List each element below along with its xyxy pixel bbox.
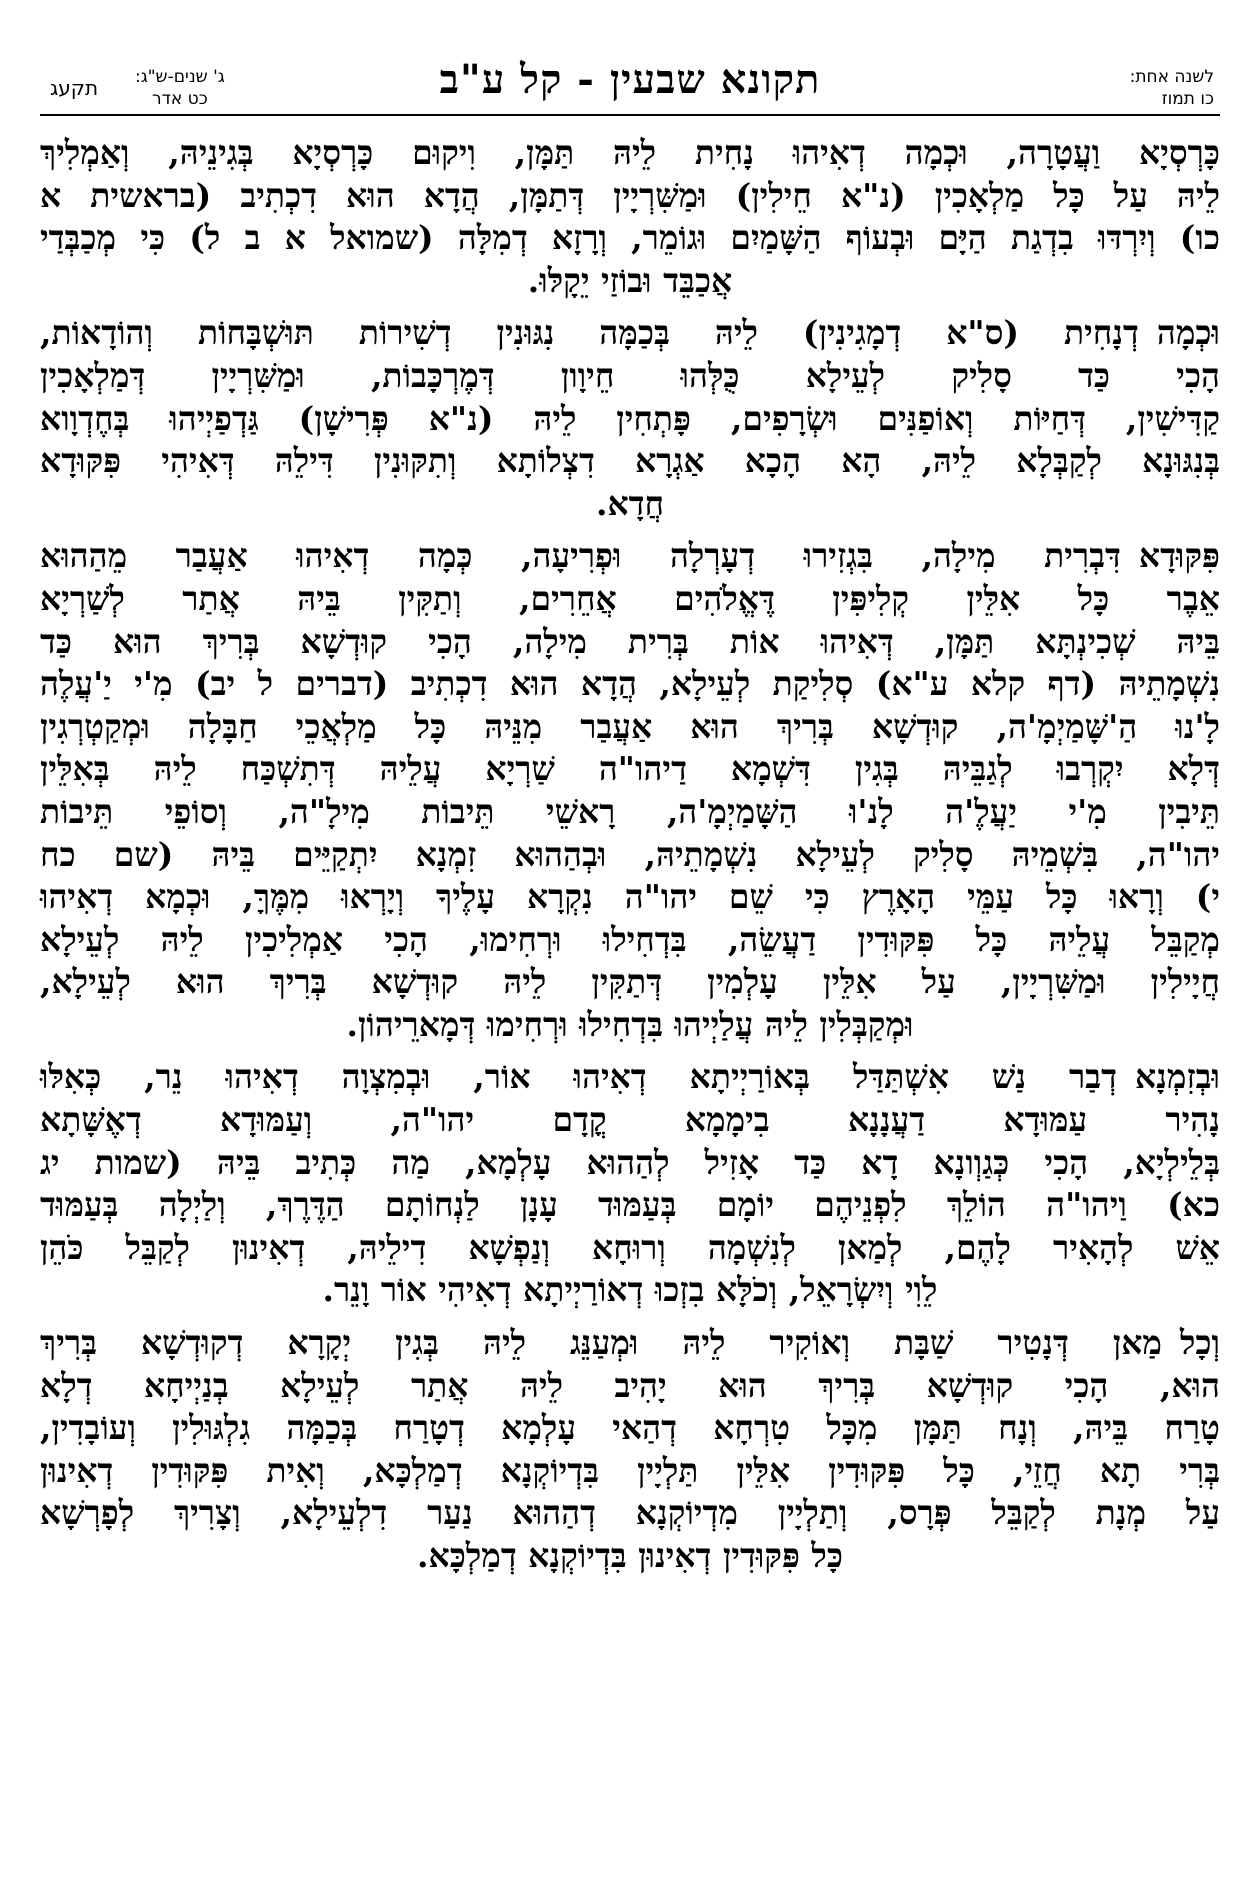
text-line: טָרַח בֵּיהּ, וְנָח תַּמָּן מִכָּל טִרְחָא דְהַאי עָלְמָא דְטָרַח בְּכַמָּה גִלְגּוּלִין וְעוֹבָדִין,	[40, 1408, 1220, 1448]
page-title: תקונא שבעין - קל ע"ב	[439, 56, 821, 103]
text-line: אֲכַבֵּד וּבוֹזַי יֵקָלּוּ.	[527, 260, 733, 300]
calendar-three-years	[135, 66, 225, 110]
paragraph-lead-word: פִּקּוּדָא	[1138, 536, 1220, 576]
text-line: מְקַבֵּל עֲלֵיהּ כָּל פִּקּוּדִין דַעֲשֵׂה, בִּדְחִילוּ וּרְחִימוּ, הָכִי אַמְלִיכִין לֵיהּ לְעֵילָא	[40, 919, 1220, 959]
text-line-content: דְבַר נַשׁ אִשְׁתַּדַּל בְּאוֹרַיְיתָא דְאִיהוּ אוֹר, וּבְמִצְוָה דְאִיהוּ נֵר, כְּאִלּוּ	[40, 1057, 1117, 1097]
paragraph	[40, 535, 1220, 1046]
paragraph	[40, 312, 1220, 525]
paragraph	[40, 1322, 1220, 1578]
text-line: הוּא, הָכִי קוּדְשָׁא בְּרִיךְ הוּא יָהִיב לֵיהּ אֲתַר לְעֵילָא בְנַיְיחָא דְלָא	[40, 1365, 1220, 1405]
text-line	[40, 1056, 1220, 1099]
text-line	[40, 1322, 1220, 1365]
text-line: כָּל פִּקּוּדִין דְאִינוּן בִּדְיוֹקְנָא דְמַלְכָּא.	[417, 1536, 843, 1575]
text-line: י) וְרָאוּ כָּל עַמֵּי הָאָרֶץ כִּי שֵׁם יהו"ה נִקְרָא עָלֶיךָ וְיָרְאוּ מִמֶּךָּ, וּכְמָא דְאִיהוּ	[40, 877, 1220, 917]
paragraph	[40, 1056, 1220, 1312]
text-body	[40, 132, 1220, 1588]
header-divider	[40, 114, 1220, 116]
paragraph-lead-word: וּכְמָה	[1156, 313, 1220, 353]
page-header	[40, 36, 1220, 118]
text-line: תֵּיבִין מִ'י יַעֲלֶ'ה לָנ'וּ הַשָּׁמַיְמָ'ה, רָאשֵׁי תֵּיבוֹת מִילָ"ה, וְסוֹפֵי תֵּיבוֹת	[40, 791, 1220, 831]
text-line: כא) וַיהו"ה הוֹלֵךְ לִפְנֵיהֶם יוֹמָם בְּעַמּוּד עָנָן לַנְחוֹתָם הַדֶּרֶךְ, וְלַיְלָה בְּעַמּוּד	[40, 1185, 1220, 1225]
calendar-three-years-label: ג' שנים-ש"ג:	[135, 67, 225, 87]
text-line: חֲדָא.	[595, 483, 665, 523]
paragraph	[40, 132, 1220, 302]
text-line	[40, 312, 1220, 355]
text-line: נָהִיר עַמּוּדָא דַעֲנָנָא בִימָמָא קֳדָם יהו"ה, וְעַמּוּדָא דְאֶשָּׁתָא	[40, 1100, 1220, 1140]
calendar-one-year-label: לשנה אחת:	[1129, 67, 1214, 87]
text-line: דְּלָא יִקְרְבוּ לְגַבֵּיהּ בְּגִין דִּשְׁמָא דַיהו"ה שַׁרְיָא עֲלֵיהּ דְּתִשְׁכַּח לֵיהּ בְּאִלֵּין	[40, 749, 1220, 789]
text-line-content: מַאן דְּנָטִיר שַׁבָּת וְאוֹקִיר לֵיהּ וּמְעַנֵּג לֵיהּ בְּגִין יְקָרָא דְקוּדְשָׁא בְּרִיךְ	[40, 1323, 1162, 1363]
text-line: כָּרְסְיָא וַעֲטָרָה, וּכְמָה דְאִיהוּ נָחִית לֵיהּ תַּמָּן, וִיקוּם כָּרְסְיָא בְּגִינֵיהּ, וְאַמְלִיךְ	[40, 133, 1220, 172]
text-line: וּמְקַבְּלִין לֵיהּ עֲלַיְיהוּ בִּדְחִילוּ וּרְחִימוּ דְּמָארֵיהוֹן.	[346, 1004, 914, 1044]
text-line: עַל מְנָת לְקַבֵּל פְּרָס, וְתַלְיָין מִדְיוֹקְנָא דְהַהוּא נַעַר דִלְעֵילָא, וְצָרִיךְ לְפָרְשָׁא	[40, 1493, 1220, 1533]
text-line: חֲיָילִין וּמַשִּׁרְיָין, עַל אִלֵּין עָלְמִין דְּתַקִּין לֵיהּ קוּדְשָׁא בְּרִיךְ הוּא לְעֵילָא,	[40, 962, 1220, 1002]
text-line: לֵיהּ עַל כָּל מַלְאָכִין (נ"א חֵילִין) וּמַשִּׁרְיָין דְּתַמָּן, הֲדָא הוּא דִכְתִיב (בראשית א	[40, 175, 1220, 215]
text-line: יהו"ה, בִּשְׁמֵיהּ סָלִיק לְעֵילָא נִשְׁמָתֵיהּ, וּבְהַהוּא זִמְנָא יִתְקַיֵּים בֵּיהּ (שם כח	[40, 834, 1220, 874]
text-line: בֵּיהּ שְׁכִינְתָּא תַּמָּן, דְּאִיהוּ אוֹת בְּרִית מִילָה, הָכִי קוּדְשָׁא בְּרִיךְ הוּא כַּד	[40, 621, 1220, 661]
calendar-one-year-date: כו תמוז	[1161, 89, 1214, 109]
paragraph-lead-word: וְכָל	[1179, 1323, 1220, 1363]
text-line	[40, 535, 1220, 578]
text-line: נִשְׁמָתֵיהּ (דף קלא ע"א) סְלִיקַת לְעֵילָא, הֲדָא הוּא דִכְתִיב (דברים ל יב) מִ'י יַ'עֲלֶה	[40, 664, 1220, 704]
text-line: בְּנִגּוּנָא לְקַבְּלָא לֵיהּ, הָא הָכָא אַגְרָא דִצְלוֹתָא וְתִקּוּנִין דִּילֵהּ דְּאִיהִי פִּקּוּדָא	[40, 441, 1220, 481]
text-line: הָכִי כַּד סָלִיק לְעֵילָא כֻּלְּהוּ חֵיוָון דְּמֶרְכָּבוֹת, וּמַשִּׁרְיָין דְּמַלְאָכִין	[40, 355, 1220, 395]
text-line: קַדִּישִׁין, דְּחַיּוֹת וְאוֹפַנִּים וּשְׂרָפִים, פָּתְחִין לֵיהּ (נ"א פְּרִישָׁן) גַּדְפַיְיהוּ בְּחֶדְוָוא	[40, 398, 1220, 438]
page	[40, 36, 1220, 1856]
text-line: לֵוִי וְיִשְׂרָאֵל, וְכֹלָּא בִזְכוּ דְאוֹרַיְיתָא דְאִיהִי אוֹר וָנֵר.	[322, 1270, 938, 1310]
text-line-content: דְנָחִית (ס"א דְמָגִינִין) לֵיהּ בְּכַמָּה נִגּוּנִין דְשִׁירוֹת תּוּשְׁבָּחוֹת וְהוֹדָאוֹת,	[40, 313, 1139, 353]
text-line: אֵשׁ לְהָאִיר לָהֶם, לְמַאן לְנִשְׁמָה וְרוּחָא וְנַפְשָׁא דִילֵיהּ, דְאִינוּן לְקַבֵּל כֹּהֵן	[40, 1227, 1220, 1267]
text-line-content: דִּבְרִית מִילָה, בִּגְזִירוּ דְעָרְלָה וּפְרִיעָה, כְּמָה דְאִיהוּ אַעֲבַר מֵהַהוּא	[40, 536, 1121, 576]
text-line: לָ'נוּ הַ'שָּׁמַיְמָ'ה, קוּדְשָׁא בְּרִיךְ הוּא אַעֲבַר מִנֵּיהּ כָּל מַלְאֲכֵי חַבָּלָה וּמְקַטְרְגִין	[40, 706, 1220, 746]
text-line: בְּרִי תָא חֲזֵי, כָּל פִּקּוּדִין אִלֵּין תַּלְיָין בִּדְיוֹקְנָא דְמַלְכָּא, וְאִית פִּקּוּדִין דְאִינוּן	[40, 1450, 1220, 1490]
folio-number: תקעג	[50, 76, 99, 100]
paragraph-lead-word: וּבְזִמְנָא	[1134, 1057, 1220, 1097]
calendar-three-years-date: כט אדר	[152, 89, 208, 109]
text-line: בְּלֵילְיָא, הָכִי כְּגַוְונָא דָא כַּד אָזִיל לְהַהוּא עָלְמָא, מַה כְּתִיב בֵּיהּ (שמות יג	[40, 1142, 1220, 1182]
text-line: אֵבֶר כָּל אִלֵּין קְלִיפִּין דֶּאֱלֹהִים אֲחֵרִים, וְתַקִּין בֵּיהּ אֲתַר לְשַׁרְיָא	[40, 578, 1220, 618]
text-line: כו) וְיִרְדּוּ בִדְגַת הַיָּם וּבְעוֹף הַשָּׁמַיִם וּגוֹמֵר, וְרָזָא דְמִלָּה (שמואל א ב ל) כִּי מְכַבְּדַי	[40, 218, 1220, 258]
